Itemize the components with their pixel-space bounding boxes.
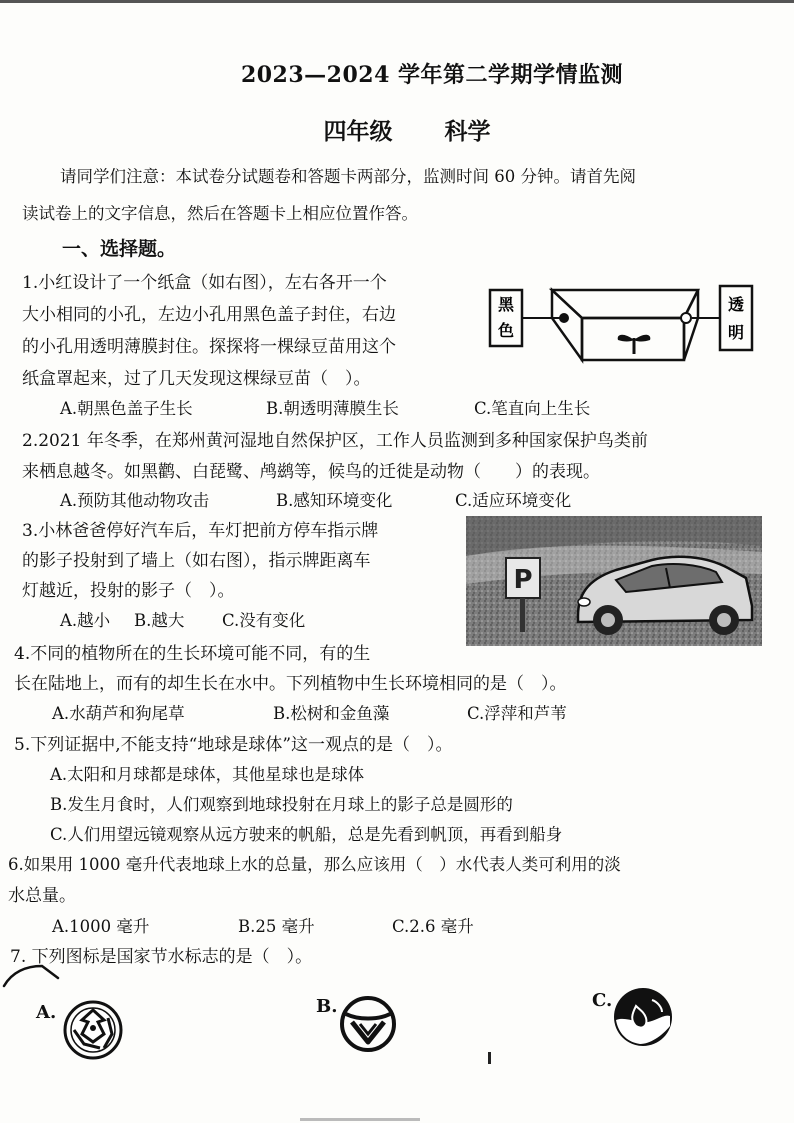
q6-option-b: B.25 毫升 bbox=[238, 917, 315, 936]
recycle-logo-icon bbox=[60, 1000, 126, 1060]
q4-option-b: B.松树和金鱼藻 bbox=[273, 704, 390, 723]
q3-option-b: B.越大 bbox=[134, 611, 185, 630]
parking-sign-letter: P bbox=[513, 565, 533, 595]
q2-option-a: A.预防其他动物攻击 bbox=[60, 491, 210, 510]
q3-option-a: A.越小 bbox=[60, 611, 111, 630]
q4-option-a: A.水葫芦和狗尾草 bbox=[52, 704, 185, 723]
clear-hole-icon bbox=[681, 313, 691, 323]
q2-line-1: 2.2021 年冬季，在郑州黄河湿地自然保护区，工作人员监测到多种国家保护鸟类前 bbox=[22, 431, 648, 451]
q1-line-3: 的小孔用透明薄膜封住。探探将一棵绿豆苗用这个 bbox=[22, 337, 396, 357]
q2-option-c: C.适应环境变化 bbox=[455, 491, 572, 510]
exam-subtitle bbox=[0, 113, 794, 146]
q5-option-c: C.人们用望远镜观察从远方驶来的帆船，总是先看到帆顶，再看到船身 bbox=[50, 825, 563, 844]
q3-line-3: 灯越近，投射的影子（ ）。 bbox=[22, 581, 235, 601]
clear-film-label-bottom: 明 bbox=[727, 323, 745, 342]
q4-line-2: 长在陆地上，而有的却生长在水中。下列植物中生长环境相同的是（ ）。 bbox=[14, 674, 567, 694]
section-title: 一、选择题。 bbox=[62, 238, 177, 260]
q2-line-2: 来栖息越冬。如黑鹳、白琵鹭、鸬鹚等，候鸟的迁徙是动物（ ）的表现。 bbox=[22, 462, 600, 482]
q1-line-2: 大小相同的小孔，左边小孔用黑色盖子封住，右边 bbox=[22, 305, 396, 325]
q3-line-2: 的影子投射到了墙上（如右图），指示牌距离车 bbox=[22, 551, 371, 571]
q1-option-c: C.笔直向上生长 bbox=[474, 399, 591, 418]
q3-option-c: C.没有变化 bbox=[222, 611, 306, 630]
grade-label: 四年级 bbox=[323, 118, 393, 145]
q1-option-b: B.朝透明薄膜生长 bbox=[266, 399, 399, 418]
black-cover-label-bottom: 色 bbox=[497, 321, 515, 340]
page-top-edge bbox=[0, 0, 794, 3]
water-drop-logo-icon bbox=[612, 986, 674, 1048]
q1-line-4: 纸盒罩起来，过了几天发现这棵绿豆苗（ ）。 bbox=[22, 369, 371, 389]
q1-line-1: 1.小红设计了一个纸盒（如右图），左右各开一个 bbox=[22, 273, 387, 293]
black-hole-icon bbox=[559, 313, 569, 323]
q6-option-c: C.2.6 毫升 bbox=[392, 917, 474, 936]
q7-option-c-label: C. bbox=[592, 990, 613, 1011]
q1-box-figure bbox=[488, 282, 756, 364]
q4-line-1: 4.不同的植物所在的生长环境可能不同，有的生 bbox=[14, 644, 371, 664]
notice-line-2: 读试卷上的文字信息，然后在答题卡上相应位置作答。 bbox=[22, 204, 418, 223]
q4-option-c: C.浮萍和芦苇 bbox=[467, 704, 567, 723]
water-saving-logo-icon bbox=[336, 996, 400, 1052]
pen-check-mark bbox=[2, 960, 62, 990]
q6-line-2: 水总量。 bbox=[8, 886, 76, 906]
q1-option-a: A.朝黑色盖子生长 bbox=[60, 399, 193, 418]
q6-line-1: 6.如果用 1000 毫升代表地球上水的总量，那么应该用（ ）水代表人类可利用的淡 bbox=[8, 855, 621, 874]
exam-title: 2023—2024 学年第二学期学情监测 bbox=[240, 62, 624, 88]
notice-line-1: 请同学们注意：本试卷分试题卷和答题卡两部分，监测时间 60 分钟。请首先阅 bbox=[60, 167, 636, 186]
q2-option-b: B.感知环境变化 bbox=[276, 491, 393, 510]
scan-speck bbox=[488, 1052, 491, 1064]
q6-option-a: A.1000 毫升 bbox=[52, 917, 150, 936]
seedling-icon bbox=[618, 335, 651, 354]
scan-edge bbox=[300, 1118, 420, 1121]
subject-label: 科学 bbox=[444, 118, 491, 145]
q7-option-b-label: B. bbox=[316, 996, 338, 1017]
clear-film-label-top: 透 bbox=[727, 295, 745, 314]
black-cover-label-top: 黑 bbox=[497, 295, 515, 314]
q5-option-a: A.太阳和月球都是球体，其他星球也是球体 bbox=[50, 765, 365, 784]
q3-line-1: 3.小林爸爸停好汽车后，车灯把前方停车指示牌 bbox=[22, 521, 379, 541]
q5-option-b: B.发生月食时，人们观察到地球投射在月球上的影子总是圆形的 bbox=[50, 795, 513, 814]
q7-option-a-label: A. bbox=[36, 1002, 57, 1023]
q7-line-1: 7. 下列图标是国家节水标志的是（ ）。 bbox=[10, 947, 313, 967]
q5-line-1: 5.下列证据中,不能支持“地球是球体”这一观点的是（ ）。 bbox=[14, 735, 453, 755]
q3-car-photo bbox=[466, 516, 762, 646]
